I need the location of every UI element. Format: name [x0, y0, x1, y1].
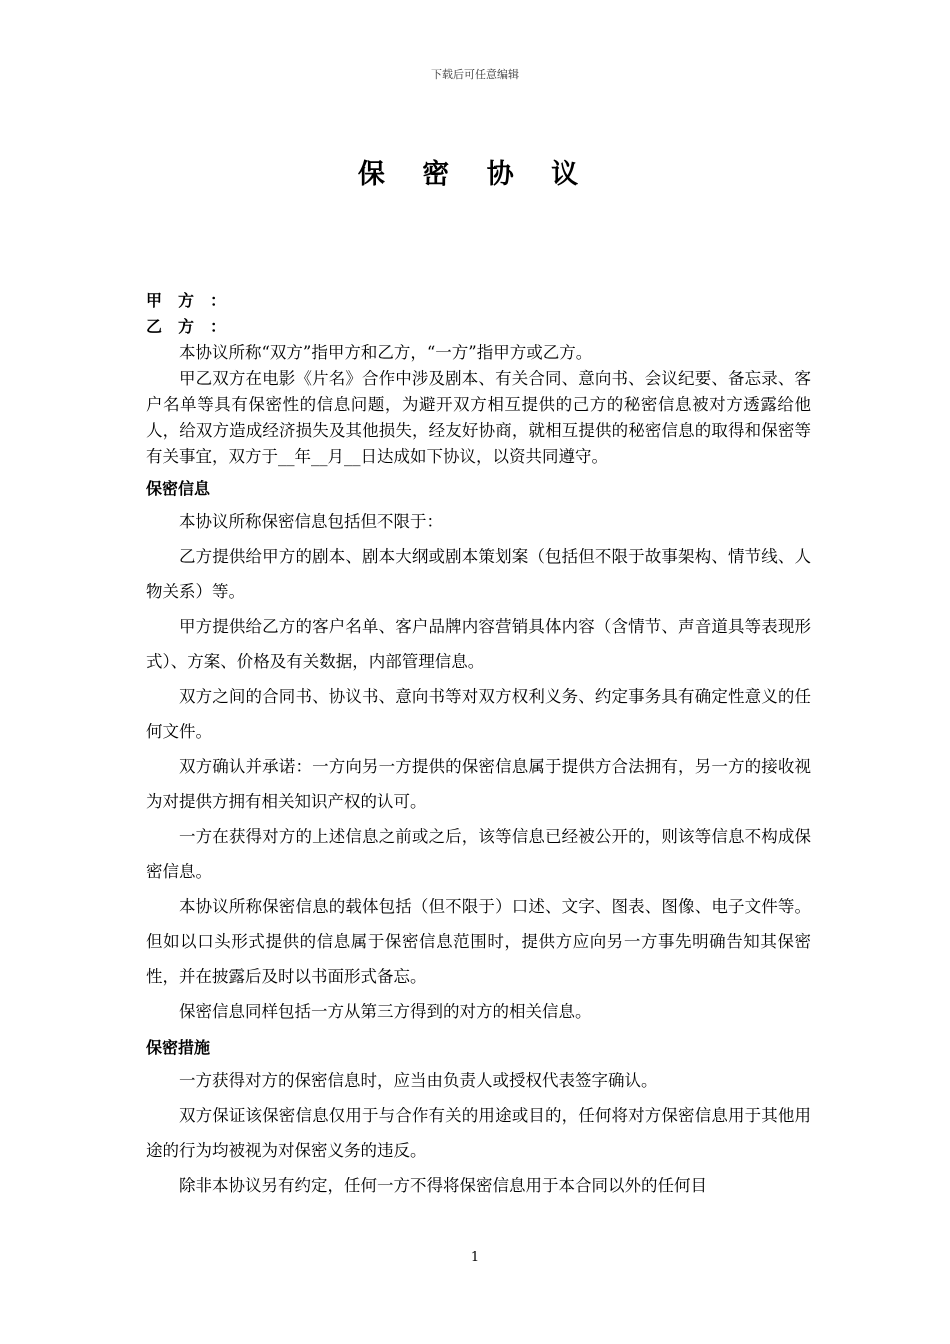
section-paragraph: 一方在获得对方的上述信息之前或之后，该等信息已经被公开的，则该等信息不构成保密信息。	[146, 827, 811, 881]
section-paragraph: 双方之间的合同书、协议书、意向书等对双方权利义务、约定事务具有确定性意义的任何文件。	[146, 687, 811, 741]
section-paragraph: 乙方提供给甲方的剧本、剧本大纲或剧本策划案（包括但不限于故事架构、情节线、人物关系）等。	[146, 547, 811, 601]
section-paragraph: 一方获得对方的保密信息时，应当由负责人或授权代表签字确认。	[179, 1071, 658, 1090]
document-body	[146, 288, 811, 1203]
header-note: 下载后可任意编辑	[431, 68, 519, 81]
section-heading-measures: 保密措施	[146, 1038, 211, 1057]
intro-paragraph: 本协议所称“双方”指甲方和乙方，“一方”指甲方或乙方。	[179, 343, 593, 362]
section-paragraph: 保密信息同样包括一方从第三方得到的对方的相关信息。	[179, 1002, 592, 1021]
section-heading-confidential-info: 保密信息	[146, 479, 211, 498]
party-a-label: 甲方：	[146, 291, 243, 310]
intro-paragraph: 甲乙双方在电影《片名》合作中涉及剧本、有关合同、意向书、会议纪要、备忘录、客户名单等具有保密性的信息问题，为避开双方相互提供的己方的秘密信息被对方透露给他人，给双方造成经济损失及其他损失，经友好协商，就相互提供的秘密信息的取得和保密等有关事宜，双方于__年__月__日达成如下协议，以资共同遵守。	[146, 369, 811, 466]
page-number: 1	[470, 1250, 480, 1265]
party-b-label: 乙方：	[146, 317, 243, 336]
document-title: 保 密 协 议	[357, 159, 593, 190]
section-paragraph: 双方保证该保密信息仅用于与合作有关的用途或目的，任何将对方保密信息用于其他用途的行为均被视为对保密义务的违反。	[146, 1106, 811, 1160]
section-paragraph: 甲方提供给乙方的客户名单、客户品牌内容营销具体内容（含情节、声音道具等表现形式）、方案、价格及有关数据，内部管理信息。	[146, 617, 811, 671]
section-paragraph: 除非本协议另有约定，任何一方不得将保密信息用于本合同以外的任何目	[179, 1176, 707, 1195]
section-paragraph: 本协议所称保密信息的载体包括（但不限于）口述、文字、图表、图像、电子文件等。但如以口头形式提供的信息属于保密信息范围时，提供方应向另一方事先明确告知其保密性，并在披露后及时以书面形式备忘。	[146, 897, 811, 986]
party-a-line	[146, 288, 811, 314]
section-paragraph: 本协议所称保密信息包括但不限于：	[179, 512, 443, 531]
party-b-line	[146, 314, 811, 340]
section-paragraph: 双方确认并承诺：一方向另一方提供的保密信息属于提供方合法拥有，另一方的接收视为对提供方拥有相关知识产权的认可。	[146, 757, 811, 811]
